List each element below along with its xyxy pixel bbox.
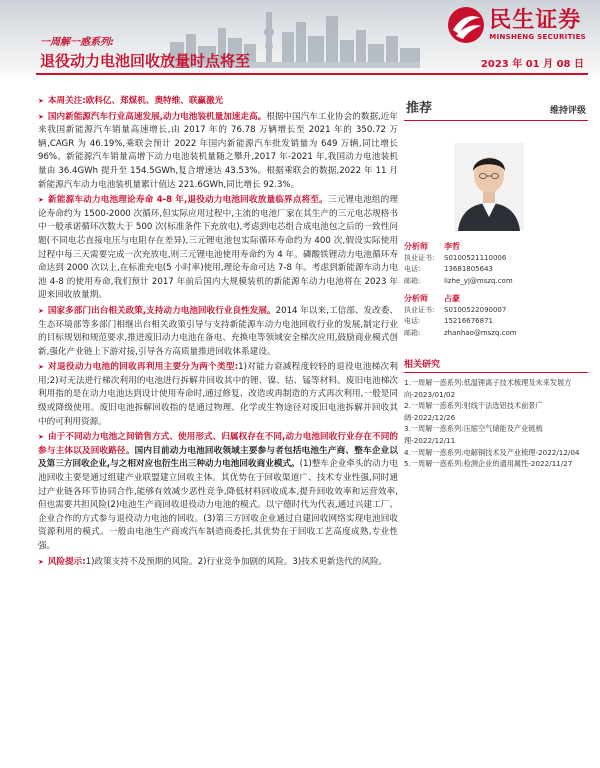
related-research-list bbox=[404, 377, 588, 470]
paragraph-battery-life bbox=[38, 194, 398, 303]
analyst-card-2 bbox=[404, 293, 588, 339]
bullet-icon: ➤ bbox=[38, 306, 44, 315]
related-research-link[interactable]: 5.一周解一惑系列:检测企业的通用属性-2022/11/27 bbox=[404, 459, 573, 469]
field-label: 电话: bbox=[404, 265, 421, 273]
sidebar bbox=[404, 95, 588, 470]
paragraph-body: 三元锂电池组的理论寿命约为 1500-2000 次循环,但实际应用过程中,主流的电池厂家在其生产的三元电芯规格书中一般承诺循环次数大于 500 次(标准条件下充放电),考虑到电芯组合成电池包之后的一致性问题(不同电芯直接电压与电阻存在差异),三元锂电池包实际循环寿命约为 400 次,假设实际使用过程中每三天需要完成一次充放电,则三元锂电池使用寿命约为 4 年。磷酸铁锂动力电池循环寿命达到 2000 次以上,在标准充电(5 小时率)使用,理论寿命可达 7-8 年。考虑到新能源车动力电池 4-8 的使用寿命,我们预计 2017 年前后国内大规模装机的新能源车动力电池将在 2023 年迎来回收放量期。 bbox=[38, 195, 398, 301]
paragraph-ev-growth bbox=[38, 111, 398, 193]
bullet-icon: ➤ bbox=[38, 196, 44, 205]
paragraph-lead: 国家多部门出台相关政策,支持动力电池回收行业良性发展。 bbox=[47, 305, 276, 316]
email-address[interactable]: lizhe_yj@mszq.com bbox=[444, 276, 513, 285]
paragraph-bold: 国内目前动力电池回收领域主要参与者包括电池生产商、整车企业以及第三方回收企业,与之相对应也衍生出三种动力电池回收商业模式。 bbox=[38, 445, 398, 470]
paragraph-body: 2014 年以来,工信部、发改委、生态环境部等多部门相继出台相关政策引导与支持新能源车动力电池回收行业的发展,制定行业的目标规划和规范要求,推进废旧动力电池在备电、充换电等领域安全梯次应用,鼓励商业模式创新,强化产业链上下游对接,引导各方高质量推进回收体系建设。 bbox=[38, 305, 398, 357]
report-date: 2023 年 01 月 08 日 bbox=[480, 59, 584, 70]
phone-number: 15216676871 bbox=[444, 317, 493, 325]
paragraph-risk bbox=[38, 556, 398, 570]
paragraph-lead: 新能源车动力电池理论寿命 4-8 年,退役动力电池回收放量临界点将至。 bbox=[47, 195, 328, 206]
main-content bbox=[38, 95, 398, 571]
paragraph-body: (1)整车企业牵头的动力电池回收主要是通过组建产业联盟建立回收主体。其优势在于回收渠道广、技术专业性强,同时通过产业链各环节协同合作,能够有效减少恶性竞争,降低材料回收成本,提升回收效率和运营效率,但也需要共担风险(2)电池生产商回收退役动力电池的模式。以宁德时代为代表,通过兴建工厂、企业合作的方式参与退役动力电池的回收。(3)第三方回收企业通过自建回收网络实现电池回收资源利用的模式。一般由电池生产商或汽车制造商委托,其优势在于回收工艺高度成熟,专业性强。 bbox=[38, 459, 398, 551]
rating-status: 维持评级 bbox=[549, 106, 586, 116]
paragraph-lead: 由于不同动力电池之间销售方式、使用形式、归属权存在不同,动力电池回收行业存在不同的参与主体以及回收路径。 bbox=[38, 432, 398, 456]
logo-chinese-name: 民生证券 bbox=[489, 8, 582, 33]
license-number: S0100522090007 bbox=[444, 305, 507, 314]
analyst-role: 分析师 bbox=[404, 294, 428, 303]
analyst-role: 分析师 bbox=[404, 242, 428, 251]
bullet-icon: ➤ bbox=[38, 557, 44, 566]
rating-header bbox=[404, 95, 588, 121]
focus-label: 本周关注: bbox=[47, 96, 86, 106]
field-label: 执业证书: bbox=[404, 253, 435, 262]
paragraph-body: 根据中国汽车工业协会的数据,近年来我国新能源汽车销量高速增长,由 2017 年的 76.78 万辆增长至 2021 年的 350.72 万辆,CAGR 为 46.19%,乘联会预计 2022 年国内新能源汽车批发销量为 649 万辆,同比增长 96%。新能源汽车销量高增下动力电池装机量随之攀升,2017 年-2021 年,我国动力电池装机量由 36.4GWh 提升至 154.5GWh,复合增速达 43.53%。根据乘联会的数据,2022 年 11 月新能源汽车动力电池装机量累计值达 221.6GWh,同比增长 92.3%。 bbox=[38, 111, 398, 190]
bullet-icon: ➤ bbox=[38, 363, 44, 372]
focus-stocks: 欧科亿、郑煤机、奥特维、联赢激光 bbox=[85, 96, 224, 106]
related-research-link[interactable]: 1.一周解一惑系列:低温锂离子技术梳理及未来发展方向-2023/01/02 bbox=[404, 378, 572, 399]
analyst-photo bbox=[454, 143, 524, 231]
bullet-icon: ➤ bbox=[38, 112, 44, 121]
paragraph-body: 1)对能力衰减程度较轻的退役电池梯次利用;2)对无法进行梯次利用的电池进行拆解并回收其中的锂、镍、钴、锰等材料。废旧电池梯次利用指的是在动力电池达到设计使用寿命时,通过修复、改造或再制造的方式再次利用,一般是同级或降级使用。废旧电池拆解回收指的是通过物理、化学或生物途径对废旧电池拆解并回收其中的可利用资源。 bbox=[38, 362, 398, 427]
analyst-name: 占豪 bbox=[444, 294, 460, 303]
paragraph-business-models bbox=[38, 431, 398, 553]
paragraph-recycling-types bbox=[38, 361, 398, 429]
related-research-link[interactable]: 4.一周解一惑系列:电解铜技术及产业梳理-2022/12/04 bbox=[404, 447, 580, 457]
bullet-icon: ➤ bbox=[38, 433, 44, 442]
phone-number: 13681805643 bbox=[444, 265, 493, 273]
focus-paragraph bbox=[38, 95, 398, 109]
field-label: 邮箱: bbox=[404, 276, 421, 285]
related-research-heading: 相关研究 bbox=[404, 357, 588, 373]
paragraph-lead: 对退役动力电池的回收再利用主要分为两个类型: bbox=[47, 362, 239, 373]
license-number: S0100521110006 bbox=[444, 253, 507, 262]
header-divider bbox=[36, 73, 588, 75]
report-title: 退役动力电池回收放量时点将至 bbox=[40, 52, 251, 70]
recommendation: 推荐 bbox=[406, 101, 433, 116]
analyst-card-1 bbox=[404, 241, 588, 287]
field-label: 执业证书: bbox=[404, 305, 435, 314]
bullet-icon: ➤ bbox=[38, 97, 44, 105]
field-label: 邮箱: bbox=[404, 328, 421, 337]
report-series: 一周解一惑系列: bbox=[40, 37, 114, 48]
paragraph-body: 1)政策支持不及预期的风险。2)行业竞争加剧的风险。3)技术更新迭代的风险。 bbox=[85, 556, 388, 567]
paragraph-policy bbox=[38, 305, 398, 359]
logo-english-name: MINSHENG SECURITIES bbox=[489, 33, 586, 41]
brand-logo bbox=[447, 6, 586, 44]
related-research-link[interactable]: 3.一周解一惑系列:压缩空气储能及产业链梳理-2022/12/11 bbox=[404, 424, 543, 445]
analyst-name: 李哲 bbox=[444, 242, 460, 251]
related-research-link[interactable]: 2.一周解一惑系列:射线干法选铝技术前景广阔-2022/12/26 bbox=[404, 401, 543, 422]
email-address[interactable]: zhanhao@mszq.com bbox=[444, 328, 517, 337]
paragraph-lead: 国内新能源汽车行业高速发展,动力电池装机量加速走高。 bbox=[47, 111, 267, 122]
field-label: 电话: bbox=[404, 317, 421, 325]
paragraph-lead: 风险提示: bbox=[47, 556, 86, 567]
minsheng-logo-icon bbox=[447, 6, 485, 44]
